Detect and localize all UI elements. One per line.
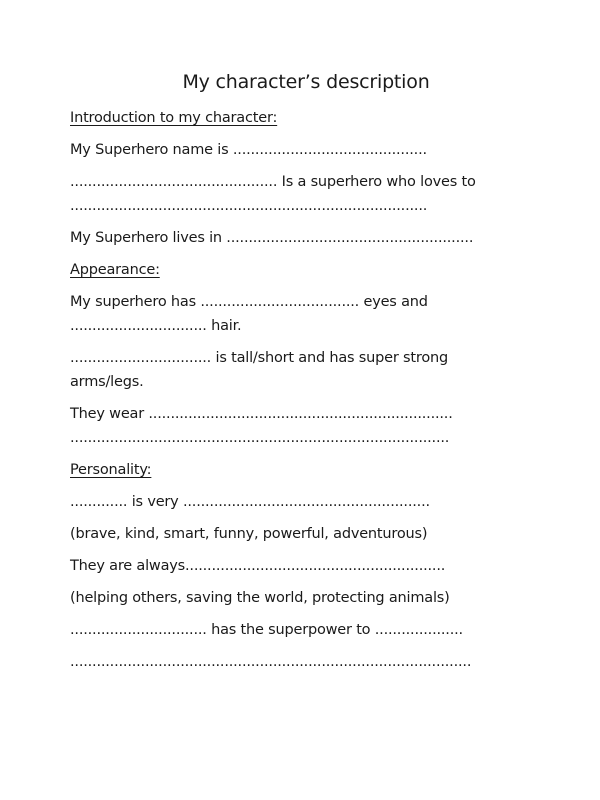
line-eyes: My superhero has .................................... eyes and	[70, 294, 428, 310]
line-tall-short: ................................ is tall/short and has super strong	[70, 350, 448, 366]
line-superpower: ............................... has the superpower to ....................	[70, 622, 463, 638]
line-superhero-lives-in: My Superhero lives in ........................................................	[70, 230, 474, 246]
line-hair: ............................... hair.	[70, 318, 242, 334]
line-superhero-loves-to: ............................................... Is a superhero who loves to	[70, 174, 476, 190]
section-heading-personality: Personality:	[70, 462, 152, 478]
line-is-very: ............. is very ........................................................	[70, 494, 430, 510]
line-superhero-name: My Superhero name is ............................................	[70, 142, 427, 158]
line-actions-hint: (helping others, saving the world, protecting animals)	[70, 590, 450, 606]
line-arms-legs: arms/legs.	[70, 374, 144, 390]
line-they-wear: They wear .....................................................................	[70, 406, 453, 422]
line-superhero-loves-to-continued: .................................................................................	[70, 198, 428, 214]
section-heading-introduction: Introduction to my character:	[70, 110, 278, 126]
line-they-wear-continued: ......................................................................................	[70, 430, 450, 446]
document-title: My character’s description	[182, 71, 430, 93]
line-they-are-always: They are always...........................................................	[70, 558, 446, 574]
line-superpower-continued: ...........................................................................................	[70, 654, 472, 670]
line-traits-hint: (brave, kind, smart, funny, powerful, adventurous)	[70, 526, 428, 542]
section-heading-appearance: Appearance:	[70, 262, 160, 278]
